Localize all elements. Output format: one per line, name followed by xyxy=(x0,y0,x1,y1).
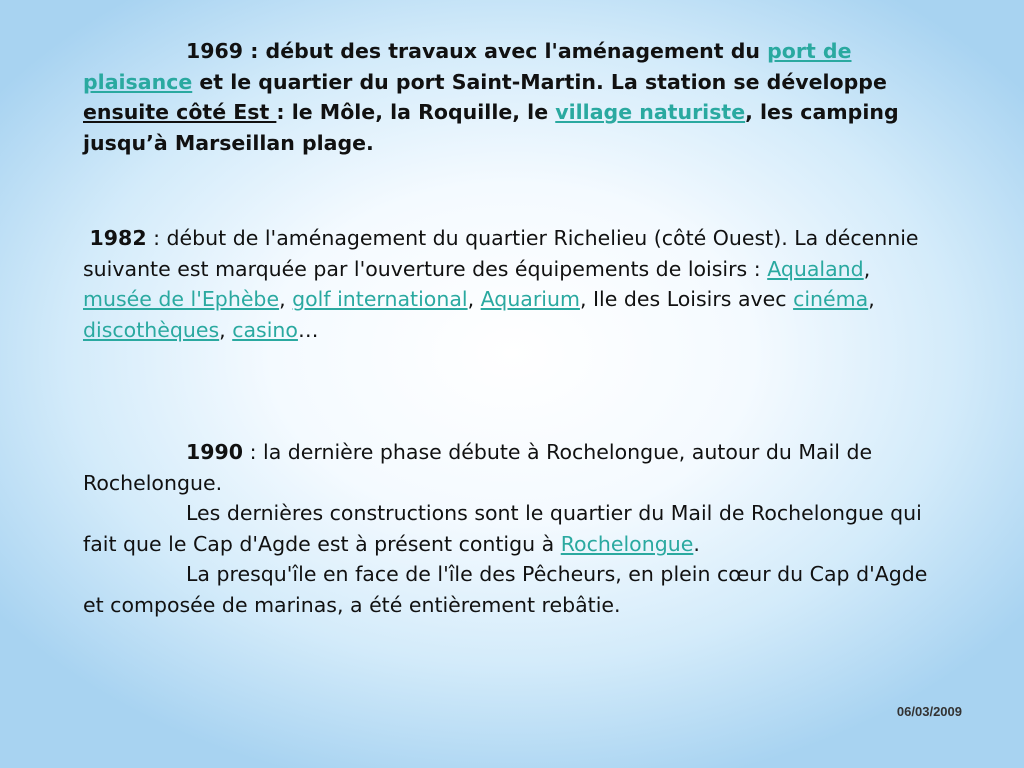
link-aqualand[interactable]: Aqualand xyxy=(767,256,864,281)
p3-text1: : la dernière phase débute à Rochelongue, autour du Mail de Rochelongue. xyxy=(83,440,873,495)
p1-text4: , les camping jusqu’à Marseillan plage. xyxy=(83,100,899,155)
link-village-naturiste[interactable]: village naturiste xyxy=(555,100,746,124)
p3-year: 1990 xyxy=(186,440,244,464)
p2-sep: , xyxy=(868,287,875,311)
paragraph-1990 xyxy=(83,437,943,620)
p3-text2: Les dernières constructions sont le quartier du Mail de Rochelongue qui fait que le Cap d'Agde est à présent contigu à xyxy=(83,501,922,556)
p1-lead: 1969 : début des travaux avec l'aménagement du xyxy=(186,39,768,63)
p3-text4: La presqu'île en face de l'île des Pêcheurs, en plein cœur du Cap d'Agde et composée de marinas, a été entièrement rebâtie. xyxy=(83,562,928,617)
paragraph-1982 xyxy=(83,223,943,345)
paragraph-1969 xyxy=(83,36,943,158)
link-cinema[interactable]: cinéma xyxy=(793,287,869,311)
link-casino[interactable]: casino xyxy=(232,317,298,342)
link-discotheques[interactable]: discothèques xyxy=(83,317,220,342)
p1-underlined-text: ensuite côté Est xyxy=(83,100,277,124)
p2-sep: , xyxy=(279,287,293,311)
link-golf-international[interactable]: golf international xyxy=(292,287,468,311)
footer-date: 06/03/2009 xyxy=(896,704,962,719)
link-musee-ephebe[interactable]: musée de l'Ephèbe xyxy=(83,287,280,311)
p1-text3: : le Môle, la Roquille, le xyxy=(276,100,556,124)
p2-sep: , xyxy=(863,256,871,281)
p2-sep: , xyxy=(467,287,481,311)
p2-text3: … xyxy=(297,317,319,342)
p2-text1: : début de l'aménagement du quartier Richelieu (côté Ouest). La décennie suivante est marquée par l'ouverture des équipements de loisirs : xyxy=(83,226,919,281)
p2-year: 1982 xyxy=(89,226,147,250)
p1-text2: et le quartier du port Saint-Martin. La station se développe xyxy=(192,69,887,94)
link-rochelongue[interactable]: Rochelongue xyxy=(560,531,694,556)
p2-text2: , Ile des Loisirs avec xyxy=(579,287,794,311)
p3-text3: . xyxy=(693,531,700,556)
link-port-de-plaisance[interactable]: port de plaisance xyxy=(83,39,852,94)
link-aquarium[interactable]: Aquarium xyxy=(480,287,580,311)
p2-sep: , xyxy=(219,317,233,342)
